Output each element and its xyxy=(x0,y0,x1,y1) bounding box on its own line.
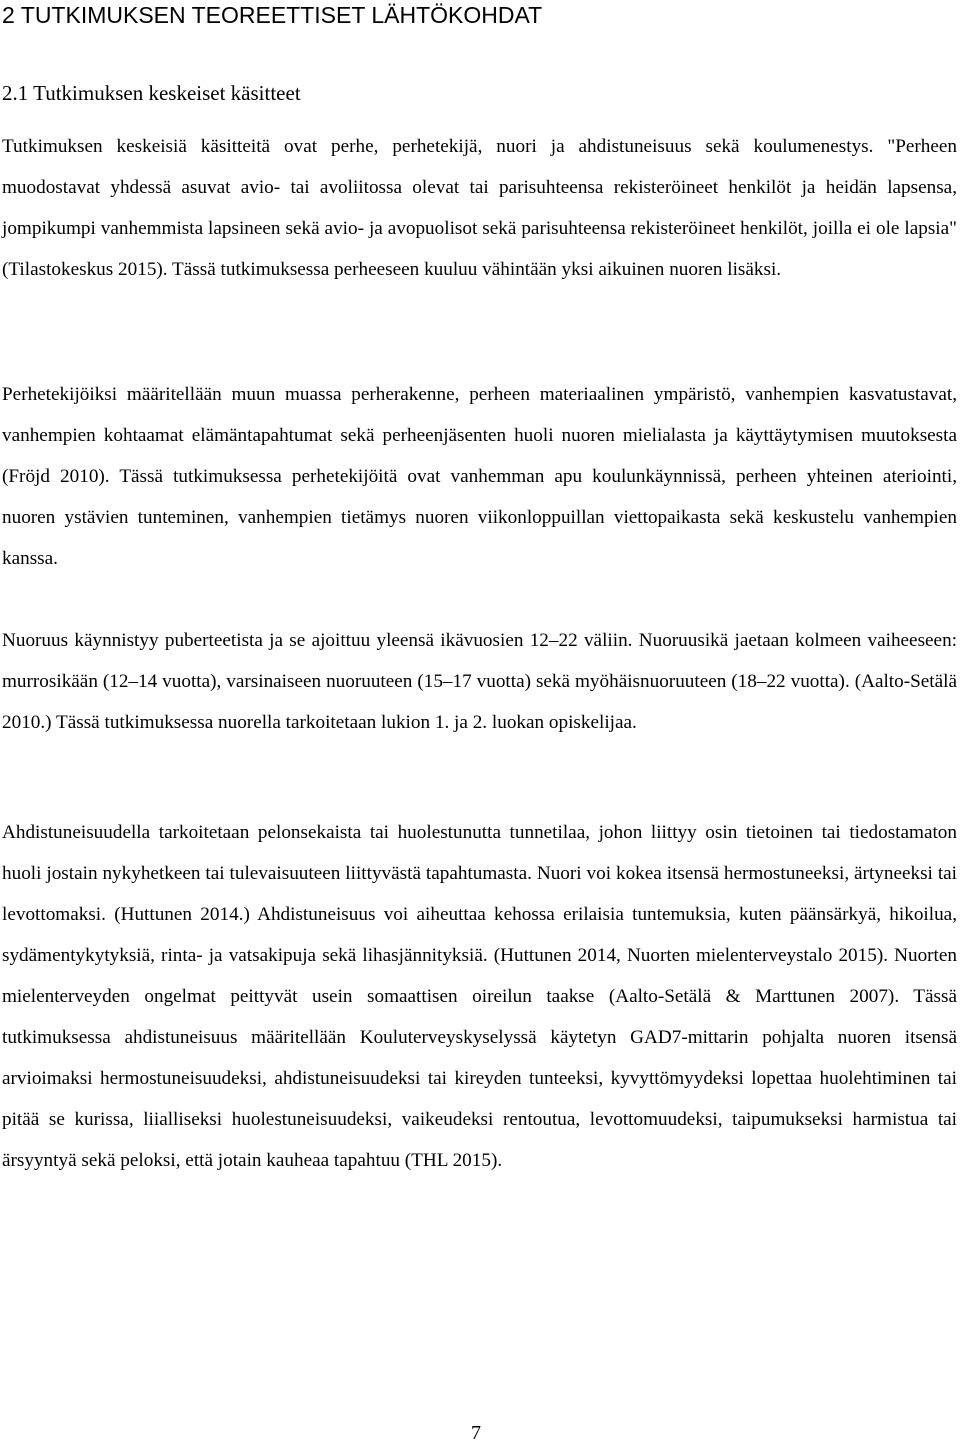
section-heading: 2 TUTKIMUKSEN TEOREETTISET LÄHTÖKOHDAT xyxy=(2,2,543,28)
paragraph-youth: Nuoruus käynnistyy puberteetista ja se ajoittuu yleensä ikävuosien 12–22 väliin. Nuoruusikä jaetaan kolmeen vaiheeseen: murrosikään (12–14 vuotta), varsinaiseen nuoruuteen (15–17 vuotta) sekä myöhäisnuoruuteen (18–22 vuotta). (Aalto-Setälä 2010.) Tässä tutkimuksessa nuorella tarkoitetaan lukion 1. ja 2. luokan opiskelijaa. xyxy=(2,630,957,733)
page-number: 7 xyxy=(471,1422,481,1444)
subsection-heading: 2.1 Tutkimuksen keskeiset käsitteet xyxy=(2,81,301,105)
paragraph-anxiety: Ahdistuneisuudella tarkoitetaan pelonsekaista tai huolestunutta tunnetilaa, johon liittyy osin tietoinen tai tiedostamaton huoli jostain nykyhetkeen tai tulevaisuuteen liittyvästä tapahtumasta. Nuori voi kokea itsensä hermostuneeksi, ärtyneeksi tai levottomaksi. (Huttunen 2014.) Ahdistuneisuus voi aiheuttaa kehossa erilaisia tuntemuksia, kuten päänsärkyä, hikoilua, sydämentykytyksiä, rinta- ja vatsakipuja sekä lihasjännityksiä. (Huttunen 2014, Nuorten mielenterveystalo 2015). Nuorten mielenterveyden ongelmat peittyvät usein somaattisen oireilun taakse (Aalto-Setälä & Marttunen 2007). Tässä tutkimuksessa ahdistuneisuus määritellään Kouluterveyskyselyssä käytetyn GAD7-mittarin pohjalta nuoren itsensä arvioimaksi hermostuneisuudeksi, ahdistuneisuudeksi tai kireyden tunteeksi, kyvyttömyydeksi lopettaa huolehtiminen tai pitää se kurissa, liialliseksi huolestuneisuudeksi, vaikeudeksi rentoutua, levottomuudeksi, taipumukseksi harmistua tai ärsyyntyä sekä peloksi, että jotain kauheaa tapahtuu (THL 2015). xyxy=(2,822,957,1171)
paragraph-family-factors: Perhetekijöiksi määritellään muun muassa perherakenne, perheen materiaalinen ympäristö, vanhempien kasvatustavat, vanhempien kohtaamat elämäntapahtumat sekä perheenjäsenten huoli nuoren mielialasta ja käyttäytymisen muutoksesta (Fröjd 2010). Tässä tutkimuksessa perhetekijöitä ovat vanhemman apu koulunkäynnissä, perheen yhteinen ateriointi, nuoren ystävien tunteminen, vanhempien tietämys nuoren viikonloppuillan viettopaikasta sekä keskustelu vanhempien kanssa. xyxy=(2,384,957,569)
paragraph-key-concepts: Tutkimuksen keskeisiä käsitteitä ovat perhe, perhetekijä, nuori ja ahdistuneisuus sekä koulumenestys. "Perheen muodostavat yhdessä asuvat avio- tai avoliitossa olevat tai parisuhteensa rekisteröineet henkilöt ja heidän lapsensa, jompikumpi vanhemmista lapsineen sekä avio- ja avopuolisot sekä parisuhteensa rekisteröineet henkilöt, joilla ei ole lapsia" (Tilastokeskus 2015). Tässä tutkimuksessa perheeseen kuuluu vähintään yksi aikuinen nuoren lisäksi. xyxy=(2,136,957,280)
